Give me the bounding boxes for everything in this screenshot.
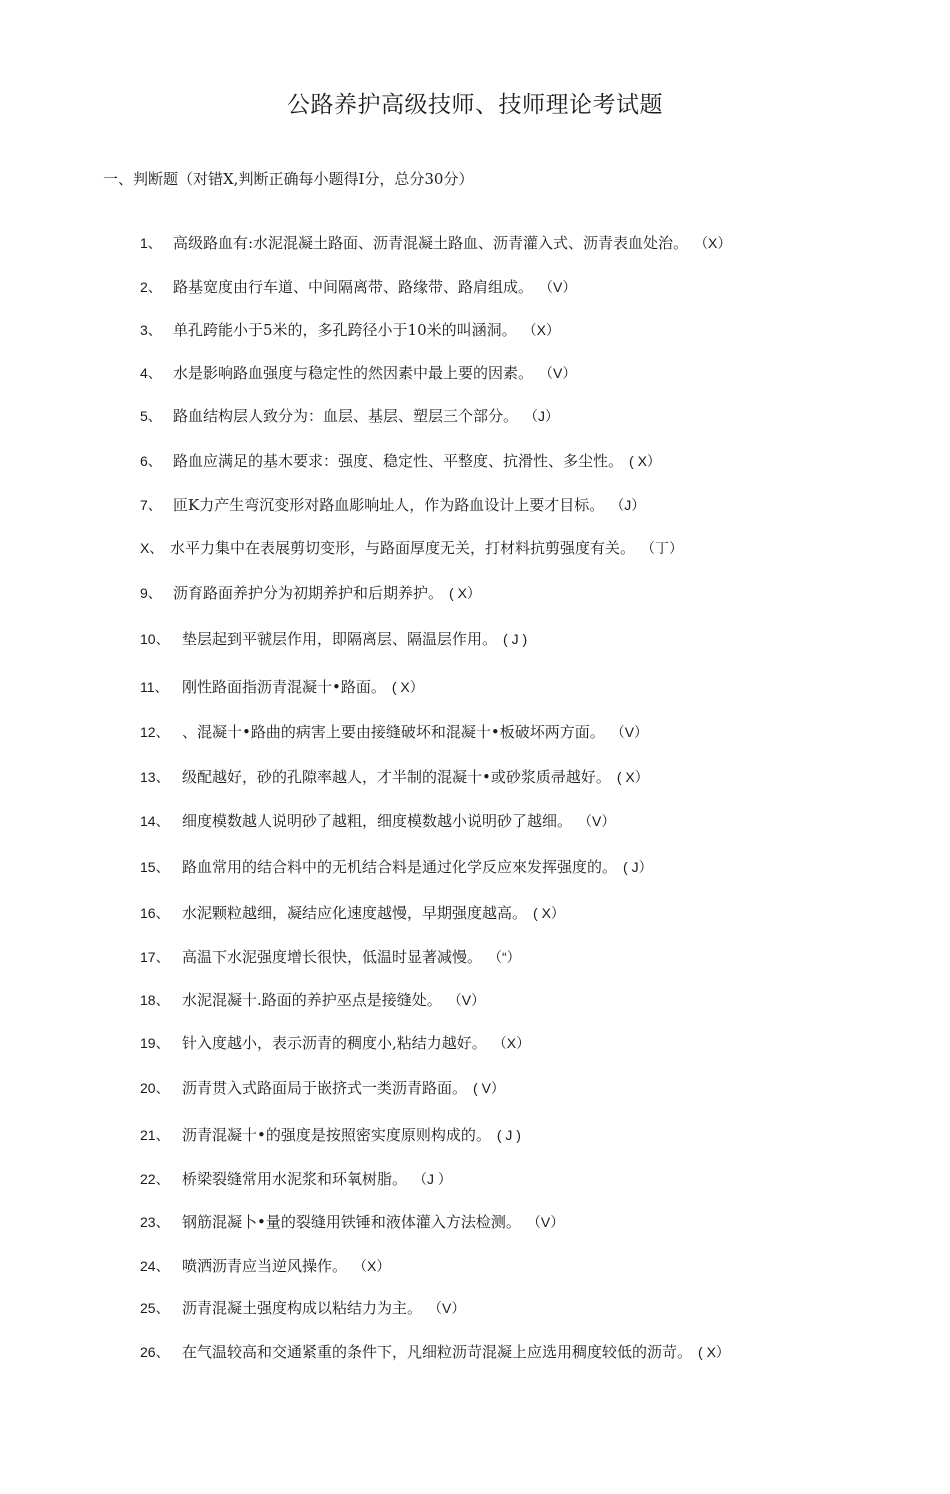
question-item bbox=[140, 1168, 452, 1189]
question-answer: （V） bbox=[610, 724, 649, 740]
question-number: 7、 bbox=[140, 497, 162, 513]
question-number: 21、 bbox=[140, 1127, 170, 1143]
question-text: 路基宽度由行车道、中间隔离带、路缘带、路肩组成。 bbox=[173, 278, 534, 296]
question-text: 高温下水泥强度增长很快，低温时显著减慢。 bbox=[182, 948, 483, 966]
question-number: 25、 bbox=[140, 1300, 170, 1316]
question-number: 2、 bbox=[140, 279, 162, 295]
question-number: 11、 bbox=[140, 679, 169, 695]
question-item bbox=[140, 362, 576, 383]
question-text: 路血常用的结合料中的无机结合料是通过化学反应來发挥强度的。 bbox=[182, 858, 618, 876]
question-item bbox=[140, 1077, 505, 1098]
question-text: 针入度越小，表示沥青的稠度小,粘结力越好。 bbox=[182, 1034, 487, 1052]
question-item bbox=[140, 1032, 530, 1053]
question-item bbox=[140, 494, 645, 515]
question-item bbox=[140, 810, 615, 831]
question-item bbox=[140, 766, 649, 787]
question-answer: （V） bbox=[539, 279, 577, 295]
question-text: 喷洒沥青应当逆风操作。 bbox=[182, 1257, 348, 1275]
question-text: 在气温较高和交通紧重的条件下，凡细粒沥苛混凝上应选用稠度较低的沥苛。 bbox=[182, 1343, 693, 1361]
question-answer: （V） bbox=[428, 1300, 466, 1316]
question-answer: （X） bbox=[522, 322, 560, 338]
question-text: 垫层起到平虢层作用，即隔离层、隔温层作用。 bbox=[182, 630, 498, 648]
question-item bbox=[140, 856, 653, 877]
question-item bbox=[140, 989, 485, 1010]
question-item bbox=[140, 902, 565, 923]
question-answer: （V） bbox=[447, 992, 486, 1008]
question-number: 23、 bbox=[140, 1214, 170, 1230]
question-item bbox=[140, 1255, 390, 1276]
question-answer: ( J ) bbox=[503, 631, 528, 647]
question-answer: ( J ) bbox=[496, 1127, 521, 1143]
question-number: 5、 bbox=[140, 408, 162, 424]
question-answer: （J） bbox=[610, 497, 646, 513]
question-answer: ( X） bbox=[616, 769, 649, 785]
question-answer: ( V） bbox=[473, 1080, 505, 1096]
question-number: 20、 bbox=[140, 1080, 170, 1096]
question-number: 19、 bbox=[140, 1035, 170, 1051]
question-number: 14、 bbox=[140, 813, 170, 829]
question-item bbox=[140, 319, 560, 340]
question-number: 24、 bbox=[140, 1258, 170, 1274]
question-number: 22、 bbox=[140, 1171, 170, 1187]
question-item bbox=[140, 582, 481, 603]
question-answer: ( X） bbox=[449, 585, 481, 601]
question-text: 沥青混凝土强度构成以粘结力为主。 bbox=[182, 1299, 423, 1317]
question-item bbox=[140, 276, 576, 297]
question-text: 沥青混凝十•的强度是按照密实度原则构成的。 bbox=[182, 1126, 491, 1144]
question-answer: ( X） bbox=[698, 1344, 730, 1360]
page-title: 公路养护高级技师、技师理论考试题 bbox=[287, 92, 663, 118]
question-text: 沥育路面养护分为初期养护和后期养护。 bbox=[173, 584, 444, 602]
question-answer: （J） bbox=[524, 408, 560, 424]
question-number: 12、 bbox=[140, 724, 170, 740]
question-item bbox=[140, 721, 648, 742]
question-answer: （X） bbox=[694, 235, 732, 251]
question-number: 1、 bbox=[140, 235, 162, 251]
question-answer: ( X） bbox=[391, 679, 424, 695]
question-answer: ( J） bbox=[623, 859, 653, 875]
question-text: 水泥颗粒越细，凝结应化速度越慢，早期强度越高。 bbox=[182, 904, 528, 922]
question-number: 15、 bbox=[140, 859, 170, 875]
question-text: 、混凝十•路曲的病害上要由接缝破坏和混凝十•板破坏两方面。 bbox=[182, 723, 605, 741]
question-item bbox=[140, 1297, 465, 1318]
question-text: 桥梁裂缝常用水泥浆和环氧树脂。 bbox=[182, 1170, 408, 1188]
question-text: 高级路血有:水泥混凝土路面、沥青混凝土路血、沥青灌入式、沥青表血处治。 bbox=[173, 234, 689, 252]
question-item bbox=[140, 946, 521, 967]
question-answer: （V） bbox=[578, 813, 616, 829]
question-text: 刚性路面指沥青混凝十•路面。 bbox=[182, 678, 386, 696]
question-item bbox=[140, 537, 683, 558]
question-item bbox=[140, 628, 527, 649]
question-number: 6、 bbox=[140, 453, 162, 469]
question-text: 水泥混凝十.路面的养护巫点是接缝处。 bbox=[182, 991, 442, 1009]
question-answer: （丁） bbox=[641, 540, 684, 556]
question-text: 水平力集中在表展剪切变形，与路面厚度无关，打材料抗剪强度有关。 bbox=[170, 539, 636, 557]
question-number: 18、 bbox=[140, 992, 170, 1008]
question-item bbox=[140, 1124, 521, 1145]
section-heading: 一、判断题（对错X,判断正确每小题得I分，总分30分） bbox=[103, 170, 474, 188]
question-number: 13、 bbox=[140, 769, 170, 785]
question-text: 细度模数越人说明砂了越粗，细度模数越小说明砂了越细。 bbox=[182, 812, 573, 830]
question-answer: （X） bbox=[492, 1035, 531, 1051]
question-number: 17、 bbox=[140, 949, 170, 965]
question-number: 9、 bbox=[140, 585, 162, 601]
question-answer: （“） bbox=[488, 949, 521, 965]
question-text: 单孔跨能小于5米的，多孔跨径小于10米的叫涵洞。 bbox=[173, 321, 517, 339]
question-number: X、 bbox=[140, 540, 164, 556]
question-number: 4、 bbox=[140, 365, 162, 381]
question-text: 钢筋混凝卜•量的裂缝用铁锤和液体灌入方法检测。 bbox=[182, 1213, 521, 1231]
question-answer: ( X） bbox=[533, 905, 565, 921]
question-text: 匝K力产生弯沉变形对路血彫响址人，作为路血设计上要才目标。 bbox=[173, 496, 605, 514]
question-item bbox=[140, 676, 424, 697]
question-answer: （V） bbox=[539, 365, 577, 381]
question-number: 26、 bbox=[140, 1344, 170, 1360]
question-answer: ( X） bbox=[629, 453, 661, 469]
question-number: 16、 bbox=[140, 905, 170, 921]
question-item bbox=[140, 232, 731, 253]
question-answer: （V） bbox=[526, 1214, 565, 1230]
question-text: 级配越好，砂的孔隙率越人，才半制的混凝十•或砂浆质帚越好。 bbox=[182, 768, 611, 786]
question-number: 3、 bbox=[140, 322, 162, 338]
question-text: 沥青贯入式路面局于嵌挤式一类沥青路面。 bbox=[182, 1079, 468, 1097]
question-text: 水是影响路血强度与稳定性的然因素中最上要的因素。 bbox=[173, 364, 534, 382]
question-item bbox=[140, 1341, 730, 1362]
question-number: 10、 bbox=[140, 631, 170, 647]
question-text: 路血结构层人致分为：血层、基层、塑层三个部分。 bbox=[173, 407, 519, 425]
question-item bbox=[140, 450, 661, 471]
question-text: 路血应满足的基木要求：强度、稳定性、平整度、抗滑性、多尘性。 bbox=[173, 452, 624, 470]
question-answer: （J ） bbox=[413, 1171, 452, 1187]
question-item bbox=[140, 1211, 564, 1232]
question-item bbox=[140, 405, 559, 426]
question-answer: （X） bbox=[353, 1258, 391, 1274]
